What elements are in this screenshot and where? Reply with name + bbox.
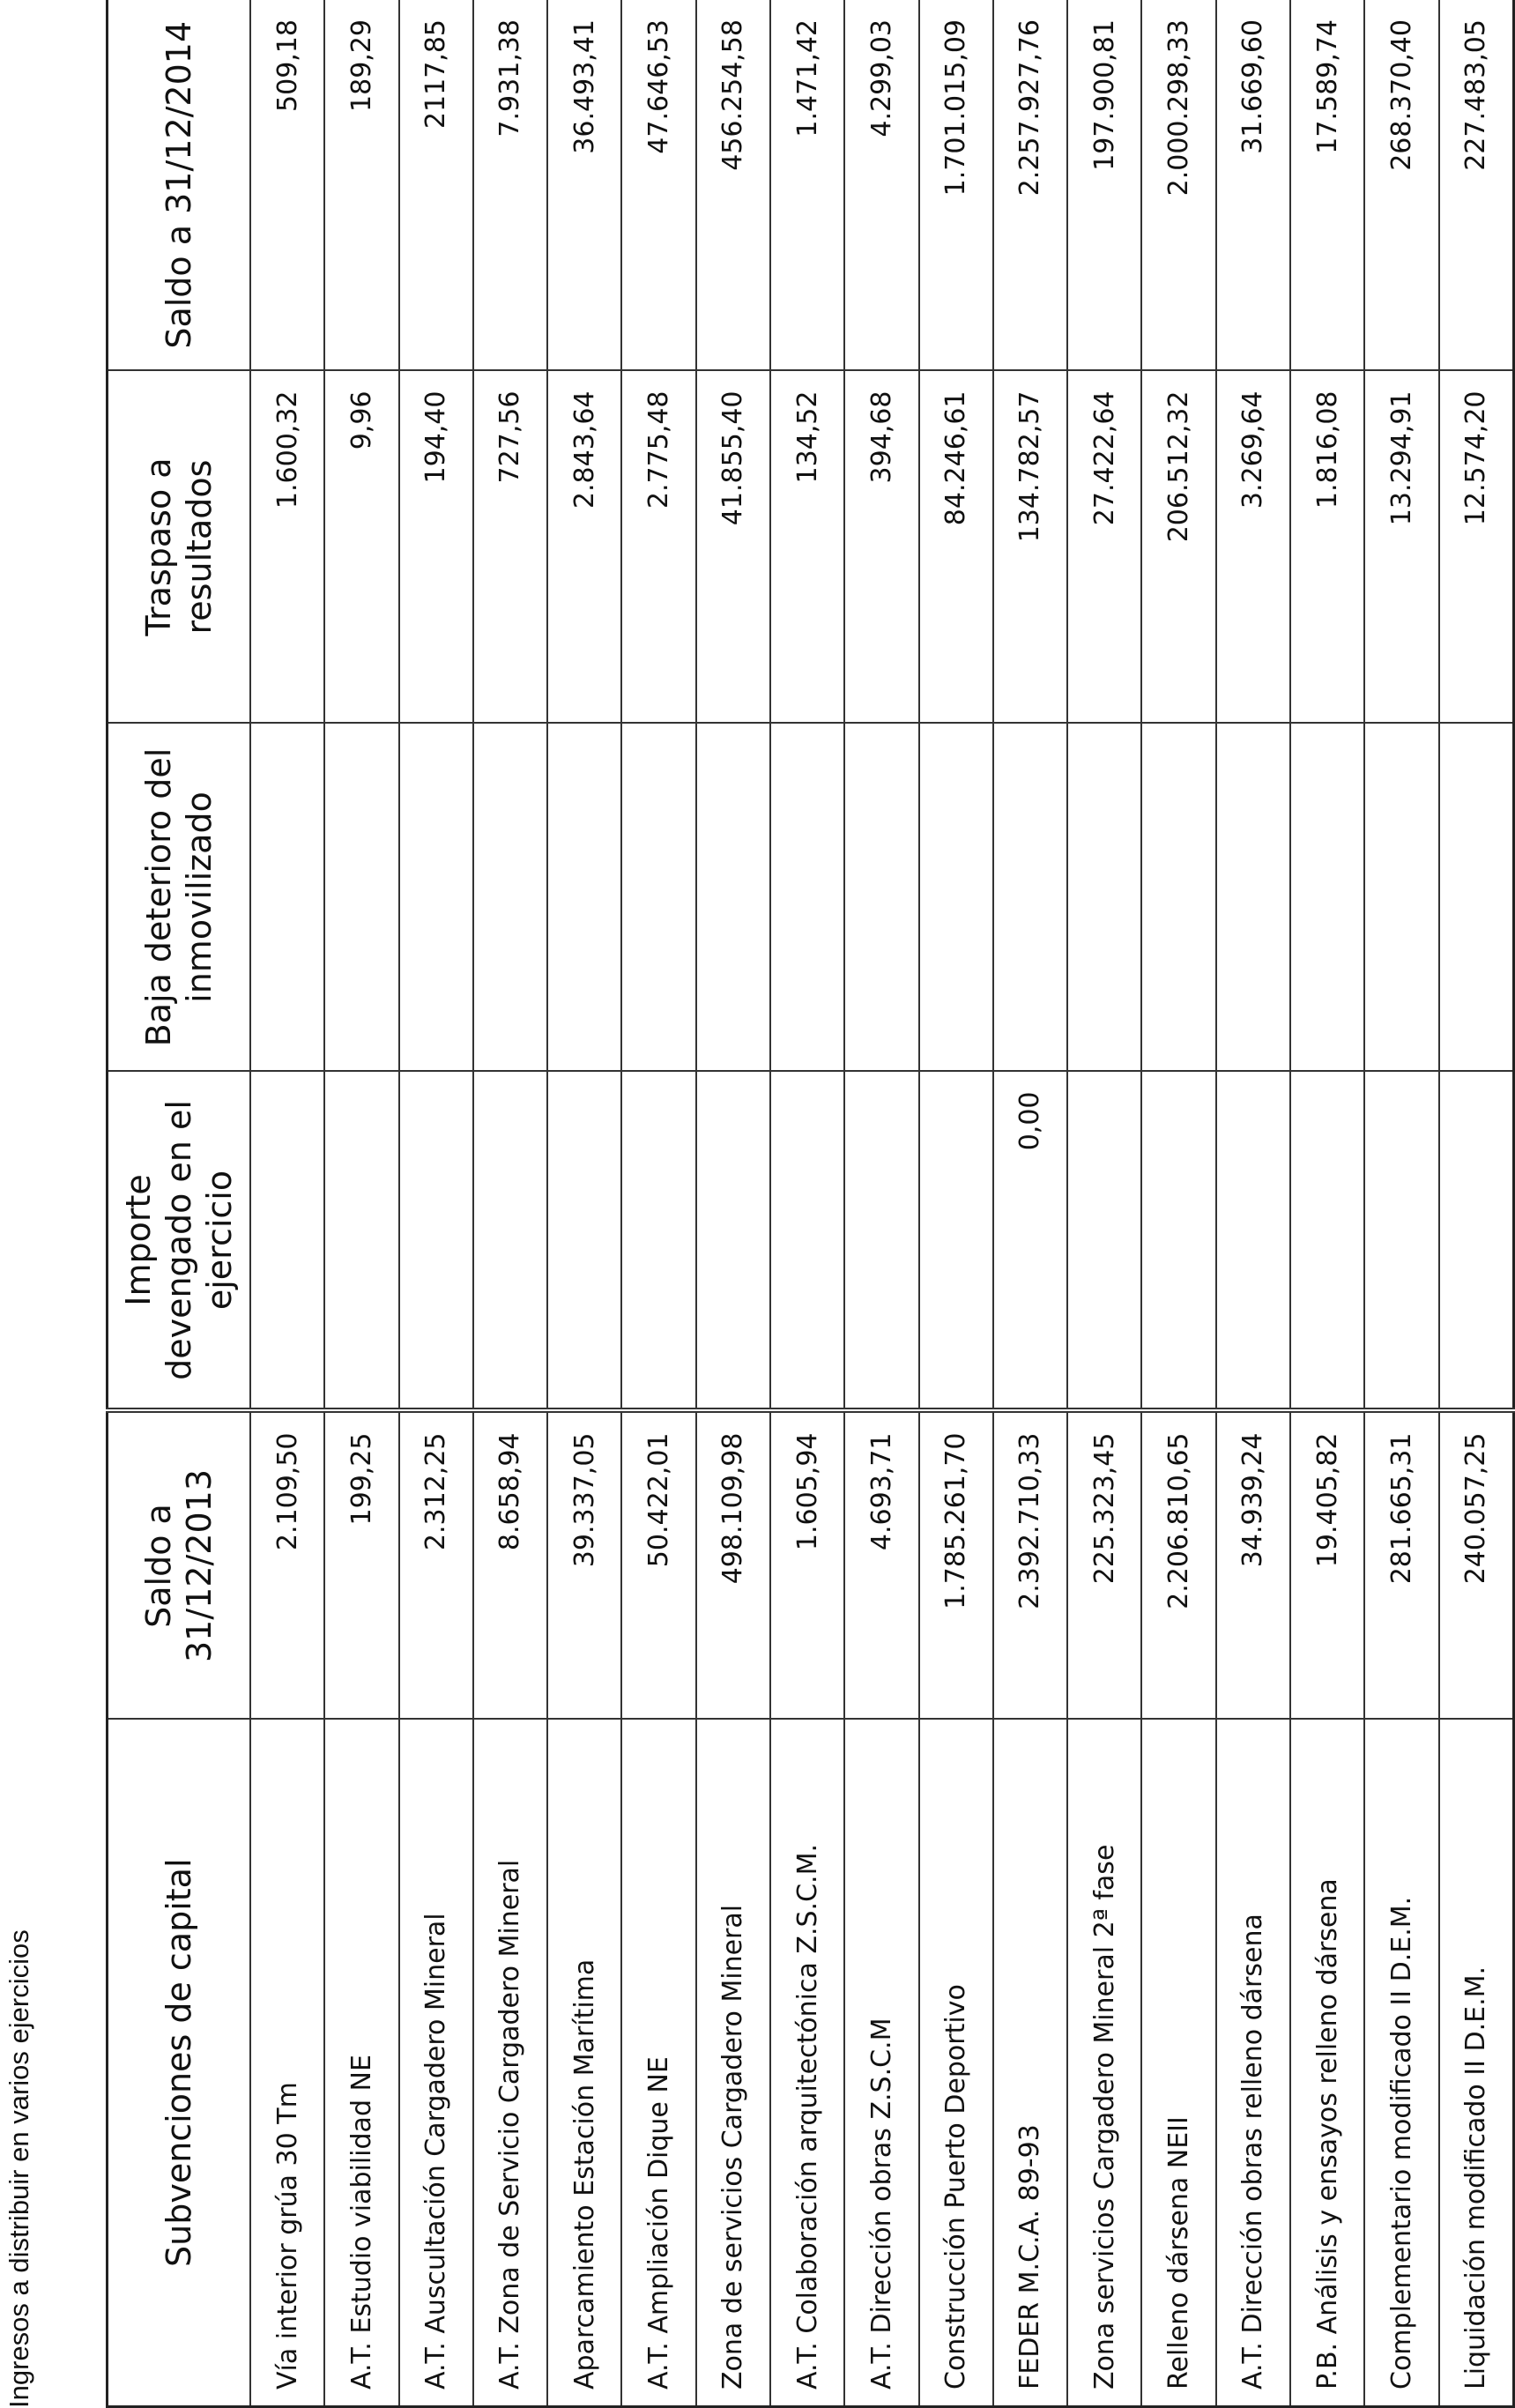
cell-baja xyxy=(919,724,993,1072)
table-row xyxy=(1141,0,1215,2407)
cell-baja xyxy=(1216,724,1290,1072)
cell-name: A.T. Auscultación Cargadero Mineral xyxy=(399,1720,473,2407)
cell-baja xyxy=(696,724,770,1072)
table-row xyxy=(473,0,547,2407)
cell-name: Construcción Puerto Deportivo xyxy=(919,1720,993,2407)
cell-saldo-2014: 268.370,40 xyxy=(1364,0,1438,371)
cell-baja xyxy=(993,724,1067,1072)
cell-traspaso: 27.422,64 xyxy=(1067,371,1141,724)
cell-importe xyxy=(770,1072,844,1411)
cell-saldo-2014: 36.493,41 xyxy=(547,0,621,371)
table-row xyxy=(770,0,844,2407)
table-header-row xyxy=(108,0,251,2407)
cell-baja xyxy=(547,724,621,1072)
cell-importe xyxy=(919,1072,993,1411)
cell-saldo-2013: 8.658,94 xyxy=(473,1411,547,1720)
cell-name: A.T. Dirección obras relleno dársena xyxy=(1216,1720,1290,2407)
cell-traspaso: 194,40 xyxy=(399,371,473,724)
cell-saldo-2014: 509,18 xyxy=(250,0,324,371)
table-row xyxy=(1364,0,1438,2407)
cell-saldo-2014: 47.646,53 xyxy=(621,0,695,371)
cell-baja xyxy=(1141,724,1215,1072)
cell-saldo-2014: 227.483,05 xyxy=(1439,0,1514,371)
header-saldo-2014: Saldo a 31/12/2014 xyxy=(108,0,251,371)
cell-importe xyxy=(1439,1072,1514,1411)
table-row xyxy=(1216,0,1290,2407)
cell-name: A.T. Estudio viabilidad NE xyxy=(324,1720,398,2407)
cell-saldo-2014: 31.669,60 xyxy=(1216,0,1290,371)
cell-traspaso: 134.782,57 xyxy=(993,371,1067,724)
cell-importe xyxy=(844,1072,918,1411)
cell-traspaso: 727,56 xyxy=(473,371,547,724)
cell-saldo-2013: 1.605,94 xyxy=(770,1411,844,1720)
table-row xyxy=(993,0,1067,2407)
cell-baja xyxy=(1439,724,1514,1072)
table-row xyxy=(1067,0,1141,2407)
table-row xyxy=(844,0,918,2407)
table-body xyxy=(250,0,1514,2407)
cell-traspaso: 206.512,32 xyxy=(1141,371,1215,724)
cell-name: Vía interior grúa 30 Tm xyxy=(250,1720,324,2407)
cell-importe xyxy=(1141,1072,1215,1411)
cell-name: A.T. Colaboración arquitectónica Z.S.C.M. xyxy=(770,1720,844,2407)
cell-baja xyxy=(1067,724,1141,1072)
cell-saldo-2013: 34.939,24 xyxy=(1216,1411,1290,1720)
cell-saldo-2013: 19.405,82 xyxy=(1290,1411,1364,1720)
cell-saldo-2014: 2117,85 xyxy=(399,0,473,371)
cell-importe xyxy=(250,1072,324,1411)
table-row xyxy=(547,0,621,2407)
cell-saldo-2013: 2.392.710,33 xyxy=(993,1411,1067,1720)
table-row xyxy=(324,0,398,2407)
cell-name: Liquidación modificado II D.E.M. xyxy=(1439,1720,1514,2407)
header-importe: Importe devengado en el ejercicio xyxy=(108,1072,251,1411)
table-row xyxy=(621,0,695,2407)
cell-traspaso: 9,96 xyxy=(324,371,398,724)
header-baja: Baja deterioro del inmovilizado xyxy=(108,724,251,1072)
cell-importe xyxy=(399,1072,473,1411)
cell-name: Zona de servicios Cargadero Mineral xyxy=(696,1720,770,2407)
table-row xyxy=(1290,0,1364,2407)
cell-importe xyxy=(1364,1072,1438,1411)
cell-saldo-2013: 39.337,05 xyxy=(547,1411,621,1720)
cell-traspaso: 84.246,61 xyxy=(919,371,993,724)
cell-saldo-2014: 189,29 xyxy=(324,0,398,371)
header-traspaso: Traspaso a resultados xyxy=(108,371,251,724)
cell-saldo-2013: 498.109,98 xyxy=(696,1411,770,1720)
cell-baja xyxy=(399,724,473,1072)
cell-traspaso: 1.600,32 xyxy=(250,371,324,724)
cell-name: P.B. Análisis y ensayos relleno dársena xyxy=(1290,1720,1364,2407)
cell-importe xyxy=(547,1072,621,1411)
table-row xyxy=(399,0,473,2407)
cell-traspaso: 134,52 xyxy=(770,371,844,724)
cell-name: A.T. Zona de Servicio Cargadero Mineral xyxy=(473,1720,547,2407)
cell-saldo-2013: 1.785.261,70 xyxy=(919,1411,993,1720)
cell-baja xyxy=(770,724,844,1072)
cell-saldo-2013: 240.057,25 xyxy=(1439,1411,1514,1720)
cell-traspaso: 2.843,64 xyxy=(547,371,621,724)
cell-baja xyxy=(1364,724,1438,1072)
cell-name: A.T. Dirección obras Z.S.C.M xyxy=(844,1720,918,2407)
cell-saldo-2013: 281.665,31 xyxy=(1364,1411,1438,1720)
cell-traspaso: 13.294,91 xyxy=(1364,371,1438,724)
header-name: Subvenciones de capital xyxy=(108,1720,251,2407)
cell-saldo-2013: 199,25 xyxy=(324,1411,398,1720)
cell-saldo-2013: 2.312,25 xyxy=(399,1411,473,1720)
table-row xyxy=(1439,0,1514,2407)
cell-baja xyxy=(844,724,918,1072)
table-row xyxy=(250,0,324,2407)
cell-saldo-2013: 4.693,71 xyxy=(844,1411,918,1720)
cell-saldo-2013: 225.323,45 xyxy=(1067,1411,1141,1720)
cell-importe xyxy=(1067,1072,1141,1411)
cell-saldo-2014: 4.299,03 xyxy=(844,0,918,371)
cell-name: Aparcamiento Estación Marítima xyxy=(547,1720,621,2407)
cell-traspaso: 1.816,08 xyxy=(1290,371,1364,724)
subvenciones-table xyxy=(106,0,1515,2408)
cell-baja xyxy=(1290,724,1364,1072)
cell-baja xyxy=(473,724,547,1072)
cell-saldo-2014: 7.931,38 xyxy=(473,0,547,371)
cell-saldo-2014: 1.701.015,09 xyxy=(919,0,993,371)
table-row xyxy=(919,0,993,2407)
cell-saldo-2013: 2.109,50 xyxy=(250,1411,324,1720)
cell-saldo-2014: 17.589,74 xyxy=(1290,0,1364,371)
cell-saldo-2013: 50.422,01 xyxy=(621,1411,695,1720)
cell-importe: 0,00 xyxy=(993,1072,1067,1411)
cell-name: A.T. Ampliación Dique NE xyxy=(621,1720,695,2407)
cell-name: Complementario modificado II D.E.M. xyxy=(1364,1720,1438,2407)
cell-traspaso: 394,68 xyxy=(844,371,918,724)
cell-saldo-2014: 2.257.927,76 xyxy=(993,0,1067,371)
cell-importe xyxy=(324,1072,398,1411)
cell-traspaso: 12.574,20 xyxy=(1439,371,1514,724)
table-row xyxy=(696,0,770,2407)
cell-name: Relleno dársena NEII xyxy=(1141,1720,1215,2407)
cell-saldo-2014: 2.000.298,33 xyxy=(1141,0,1215,371)
cell-importe xyxy=(621,1072,695,1411)
cell-saldo-2014: 1.471,42 xyxy=(770,0,844,371)
cell-saldo-2014: 197.900,81 xyxy=(1067,0,1141,371)
cell-importe xyxy=(696,1072,770,1411)
cell-traspaso: 2.775,48 xyxy=(621,371,695,724)
page-caption: Ingresos a distribuir en varios ejercicios xyxy=(4,1929,34,2408)
cell-traspaso: 41.855,40 xyxy=(696,371,770,724)
cell-importe xyxy=(473,1072,547,1411)
cell-importe xyxy=(1216,1072,1290,1411)
cell-name: Zona servicios Cargadero Mineral 2ª fase xyxy=(1067,1720,1141,2407)
cell-traspaso: 3.269,64 xyxy=(1216,371,1290,724)
header-saldo-2013: Saldo a 31/12/2013 xyxy=(108,1411,251,1720)
cell-saldo-2013: 2.206.810,65 xyxy=(1141,1411,1215,1720)
cell-baja xyxy=(250,724,324,1072)
cell-saldo-2014: 456.254,58 xyxy=(696,0,770,371)
cell-importe xyxy=(1290,1072,1364,1411)
cell-baja xyxy=(324,724,398,1072)
cell-baja xyxy=(621,724,695,1072)
cell-name: FEDER M.C.A. 89-93 xyxy=(993,1720,1067,2407)
